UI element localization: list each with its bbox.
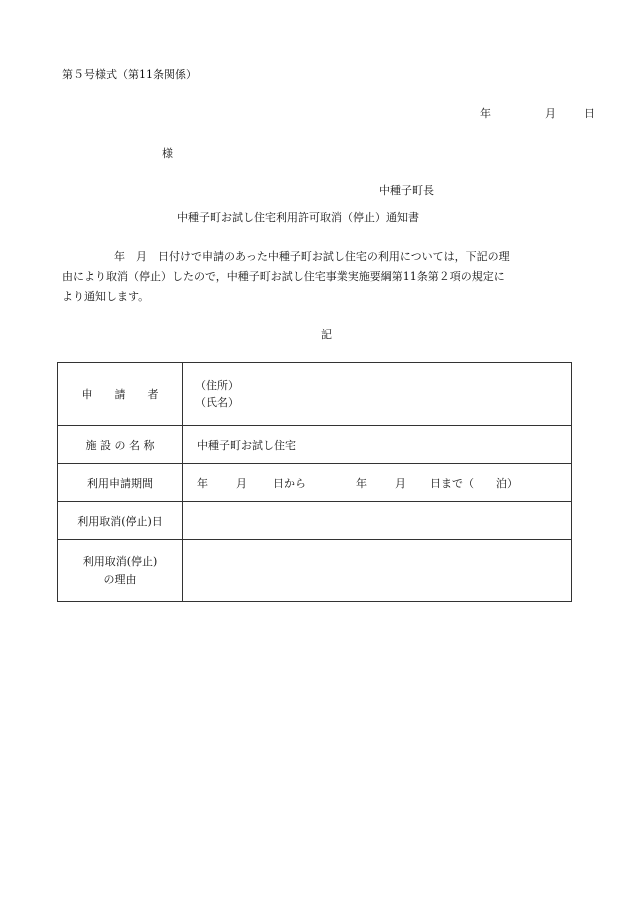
ki-heading: 記: [321, 328, 332, 341]
date-line: [480, 105, 595, 121]
notice-table: [57, 362, 572, 602]
date-year: 年: [480, 107, 491, 120]
period-year-1: 年: [197, 476, 208, 490]
date-month: 月: [545, 107, 556, 120]
reason-label: [58, 540, 183, 602]
table-row-period: [58, 464, 572, 502]
addressee-honorific: 様: [162, 147, 173, 160]
applicant-label: 申 請 者: [58, 363, 183, 426]
body-line-3: より通知します。: [62, 290, 150, 303]
applicant-value: [183, 363, 572, 426]
date-day: 日: [584, 107, 595, 120]
period-month-2: 月: [395, 476, 406, 490]
name-label: （氏名）: [195, 396, 239, 409]
facility-value: 中種子町お試し住宅: [183, 426, 572, 464]
body-line-2: 由により取消（停止）したので，中種子町お試し住宅事業実施要綱第11条第２項の規定に: [62, 270, 505, 283]
table-row-cancel-date: [58, 502, 572, 540]
table-row-reason: [58, 540, 572, 602]
notice-body: [62, 247, 572, 307]
period-year-2: 年: [356, 476, 367, 490]
table-row-applicant: [58, 363, 572, 426]
reason-label-line-2: の理由: [103, 572, 137, 586]
period-nights: 泊）: [496, 476, 518, 490]
period-label: 利用申請期間: [58, 464, 183, 502]
cancel-date-value: [183, 502, 572, 540]
period-month-1: 月: [236, 476, 247, 490]
table-row-facility: [58, 426, 572, 464]
facility-label: 施 設 の 名 称: [58, 426, 183, 464]
document-title: 中種子町お試し住宅利用許可取消（停止）通知書: [177, 211, 419, 224]
cancel-date-label: 利用取消(停止)日: [58, 502, 183, 540]
period-value: [183, 464, 572, 502]
issuer-name: 中種子町長: [379, 184, 434, 197]
reason-label-line-1: 利用取消(停止): [82, 554, 158, 568]
period-day-from: 日から: [273, 476, 306, 490]
reason-value: [183, 540, 572, 602]
form-number: 第５号様式（第11条関係）: [62, 68, 197, 81]
body-line-1: 年 月 日付けで申請のあった中種子町お試し住宅の利用については，下記の理: [114, 250, 510, 263]
address-label: （住所）: [195, 379, 239, 392]
period-day-until: 日まで（: [430, 476, 474, 490]
